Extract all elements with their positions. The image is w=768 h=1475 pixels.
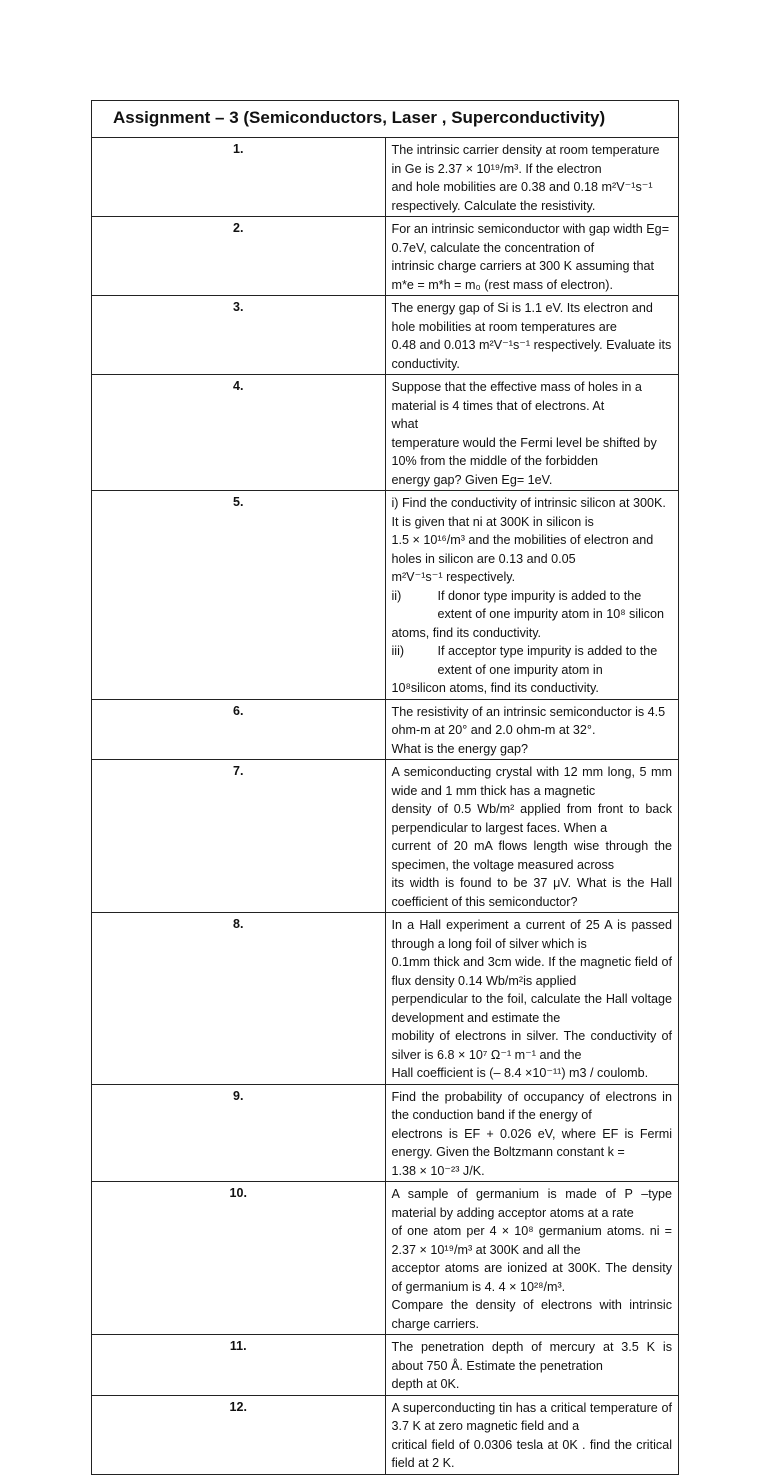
question-number: 1.	[92, 138, 386, 217]
question-number: 9.	[92, 1084, 386, 1182]
subpart	[392, 642, 673, 679]
question-line: intrinsic charge carriers at 300 K assuming that m*e = m*h = m₀ (rest mass of electron).	[391, 259, 654, 292]
question-number: 3.	[92, 296, 386, 375]
question-line: critical field of 0.0306 tesla at 0K . find the critical field at 2 K.	[391, 1437, 672, 1470]
question-row	[92, 217, 679, 296]
assignment-title: Assignment – 3 (Semiconductors, Laser , Superconductivity)	[113, 108, 606, 127]
question-row	[92, 699, 679, 760]
question-line: 1.38 × 10⁻²³ J/K.	[391, 1163, 485, 1178]
question-line: 0.1mm thick and 3cm wide. If the magnetic field of flux density 0.14 Wb/m²is applied	[391, 955, 672, 988]
question-text	[385, 138, 679, 217]
question-line: acceptor atoms are ionized at 300K. The density of germanium is 4. 4 × 10²⁸/m³.	[391, 1261, 672, 1294]
question-text	[385, 1335, 679, 1396]
question-line: 0.48 and 0.013 m²V⁻¹s⁻¹ respectively. Evaluate its conductivity.	[391, 338, 672, 371]
question-number: 4.	[92, 375, 386, 491]
question-line: Suppose that the effective mass of holes in a material is 4 times that of electrons. At	[391, 380, 642, 413]
subpart-label: iii)	[391, 644, 405, 658]
question-line: A semiconducting crystal with 12 mm long, 5 mm wide and 1 mm thick has a magnetic	[391, 765, 672, 798]
question-line: For an intrinsic semiconductor with gap width Eg= 0.7eV, calculate the concentration of	[391, 222, 670, 255]
question-line: its width is found to be 37 μV. What is the Hall coefficient of this semiconductor?	[391, 876, 672, 909]
question-row	[92, 138, 679, 217]
question-list	[92, 138, 679, 1475]
question-line: electrons is EF + 0.026 eV, where EF is Fermi energy. Given the Boltzmann constant k =	[391, 1126, 672, 1159]
question-row	[92, 375, 679, 491]
question-line: what	[391, 417, 419, 431]
question-row	[92, 1084, 679, 1182]
subpart-continuation: 10⁸silicon atoms, find its conductivity.	[391, 681, 599, 695]
question-line: density of 0.5 Wb/m² applied from front to back perpendicular to largest faces. When a	[391, 802, 672, 835]
question-text	[385, 699, 679, 760]
question-line: temperature would the Fermi level be shifted by 10% from the middle of the forbidden	[391, 435, 657, 468]
subpart-continuation: atoms, find its conductivity.	[391, 625, 542, 640]
subpart-text: If acceptor type impurity is added to the extent of one impurity atom in	[437, 644, 658, 677]
question-row	[92, 1182, 679, 1335]
question-line: mobility of electrons in silver. The conductivity of silver is 6.8 × 10⁷ Ω⁻¹ m⁻¹ and the	[391, 1029, 672, 1062]
question-number: 7.	[92, 760, 386, 913]
question-line: current of 20 mA flows length wise through the specimen, the voltage measured across	[391, 839, 672, 872]
question-number: 8.	[92, 913, 386, 1085]
question-line: The resistivity of an intrinsic semiconductor is 4.5 ohm-m at 20° and 2.0 ohm-m at 32°.	[391, 704, 666, 737]
question-text	[385, 296, 679, 375]
question-number: 11.	[92, 1335, 386, 1396]
question-line: Hall coefficient is (– 8.4 ×10⁻¹¹) m3 / coulomb.	[391, 1066, 649, 1080]
question-text	[385, 1395, 679, 1474]
question-line: and hole mobilities are 0.38 and 0.18 m²V⁻¹s⁻¹ respectively. Calculate the resistivity.	[391, 180, 653, 213]
question-number: 12.	[92, 1395, 386, 1474]
question-text	[385, 1182, 679, 1335]
question-line: What is the energy gap?	[391, 741, 529, 756]
assignment-sheet	[91, 100, 679, 1475]
question-line: i) Find the conductivity of intrinsic silicon at 300K. It is given that ni at 300K in silicon is	[391, 496, 666, 529]
question-line: The penetration depth of mercury at 3.5 K is about 750 Å. Estimate the penetration	[391, 1340, 672, 1373]
question-text	[385, 217, 679, 296]
question-number: 2.	[92, 217, 386, 296]
subpart-label: ii)	[391, 588, 402, 603]
question-number: 6.	[92, 699, 386, 760]
question-line: The intrinsic carrier density at room temperature in Ge is 2.37 × 10¹⁹/m³. If the electron	[391, 143, 660, 176]
question-row	[92, 913, 679, 1085]
question-line: The energy gap of Si is 1.1 eV. Its electron and hole mobilities at room temperatures are	[391, 301, 653, 334]
question-line: In a Hall experiment a current of 25 A is passed through a long foil of silver which is	[391, 918, 672, 951]
question-line: perpendicular to the foil, calculate the Hall voltage development and estimate the	[391, 992, 672, 1025]
question-line: depth at 0K.	[391, 1377, 460, 1391]
question-text	[385, 760, 679, 913]
question-line: m²V⁻¹s⁻¹ respectively.	[391, 570, 516, 584]
question-line: Compare the density of electrons with intrinsic charge carriers.	[391, 1298, 672, 1331]
question-number: 5.	[92, 491, 386, 700]
question-line: 1.5 × 10¹⁶/m³ and the mobilities of electron and holes in silicon are 0.13 and 0.05	[391, 533, 654, 566]
question-row	[92, 1335, 679, 1396]
question-row	[92, 296, 679, 375]
question-line: of one atom per 4 × 10⁸ germanium atoms. ni = 2.37 × 10¹⁹/m³ at 300K and all the	[391, 1224, 672, 1257]
question-text	[385, 491, 679, 700]
question-text	[385, 913, 679, 1085]
question-line: Find the probability of occupancy of electrons in the conduction band if the energy of	[391, 1089, 672, 1122]
title-row	[92, 101, 679, 138]
subpart	[392, 587, 673, 624]
subpart-text: If donor type impurity is added to the extent of one impurity atom in 10⁸ silicon	[437, 588, 665, 621]
assignment-table	[91, 100, 679, 1475]
question-line: A sample of germanium is made of P –type material by adding acceptor atoms at a rate	[391, 1187, 672, 1220]
question-row	[92, 491, 679, 700]
question-number: 10.	[92, 1182, 386, 1335]
question-line: energy gap? Given Eg= 1eV.	[391, 472, 553, 487]
question-line: A superconducting tin has a critical temperature of 3.7 K at zero magnetic field and a	[391, 1400, 672, 1433]
question-text	[385, 375, 679, 491]
question-row	[92, 1395, 679, 1474]
question-row	[92, 760, 679, 913]
question-text	[385, 1084, 679, 1182]
